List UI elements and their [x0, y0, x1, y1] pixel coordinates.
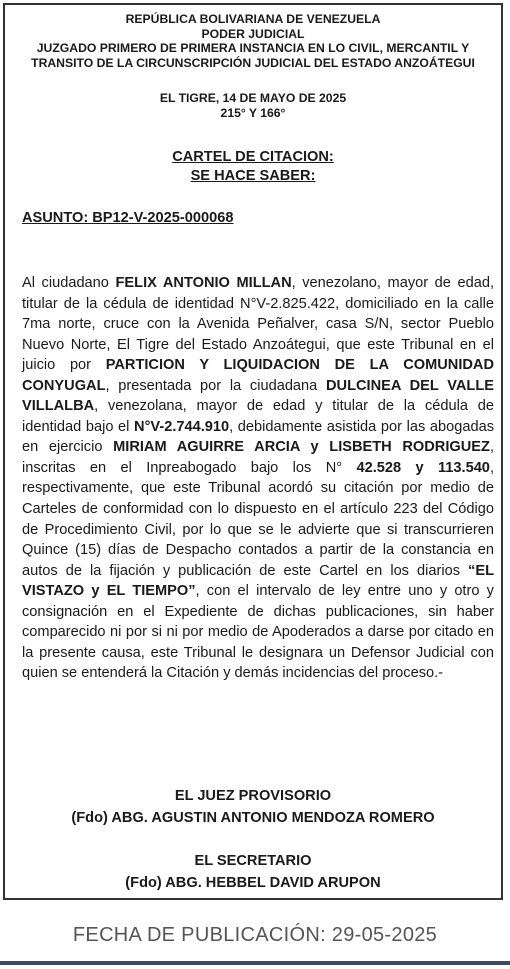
body-bold-run: 42.528 y 113.540	[356, 459, 490, 476]
header-line: JUZGADO PRIMERO DE PRIMERA INSTANCIA EN LO CIVIL, MERCANTIL Y	[36, 41, 470, 55]
place-date: EL TIGRE, 14 DE MAYO DE 2025	[159, 91, 347, 105]
header-line: REPÚBLICA BOLIVARIANA DE VENEZUELA	[125, 12, 381, 26]
place-date-block	[5, 91, 501, 120]
body-text-run: , debidamente asistida por las abogadas en ejercicio	[22, 418, 494, 456]
cartel-subtitle: SE HACE SABER:	[190, 167, 316, 184]
body-bold-run: N°V-2.744.910	[134, 418, 230, 435]
body-text-run: , respectivamente, que este Tribunal acordó su citación por medio de Carteles de conformidad con lo dispuesto en el artículo 223 del Código de Procedimiento Civil, por lo que se le advierte que si transcurrieren Quince (15) días de Despacho contados a partir de la constancia en autos de la fijación y publicación de este Cartel en los diarios	[22, 459, 494, 579]
header-line: PODER JUDICIAL	[201, 26, 305, 41]
body-bold-run: PARTICION Y LIQUIDACION DE LA COMUNIDAD CONYUGAL	[22, 357, 494, 394]
body-text-run: , venezolana, mayor de edad y titular de la cédula de identidad bajo el	[22, 398, 494, 435]
secretary-signature	[5, 850, 501, 894]
body-bold-run: “EL VISTAZO y EL TIEMPO”	[22, 562, 494, 600]
judge-title: EL JUEZ PROVISORIO	[174, 788, 332, 804]
cartel-title: CARTEL DE CITACION:	[172, 149, 334, 165]
body-text-run: , presentada por la ciudadana	[105, 377, 326, 394]
secretary-name: (Fdo) ABG. HEBBEL DAVID ARUPON	[125, 875, 381, 891]
footer-rule	[0, 961, 510, 965]
case-number: ASUNTO: BP12-V-2025-000068	[22, 210, 234, 226]
secretary-title: EL SECRETARIO	[194, 853, 312, 869]
body-bold-run: MIRIAM AGUIRRE ARCIA y LISBETH RODRIGUEZ	[113, 439, 490, 456]
judge-name: (Fdo) ABG. AGUSTIN ANTONIO MENDOZA ROMERO	[71, 810, 435, 826]
judge-signature	[5, 785, 501, 829]
header-line: TRANSITO DE LA CIRCUNSCRIPCIÓN JUDICIAL DEL ESTADO ANZOÁTEGUI	[31, 55, 475, 70]
cartel-heading	[5, 148, 501, 185]
notice-body	[22, 273, 494, 684]
legal-notice	[3, 3, 503, 900]
body-text-run: , inscritas en el Inpreabogado bajo los N°	[22, 439, 495, 476]
years: 215° Y 166°	[220, 105, 286, 120]
body-text-run: , venezolano, mayor de edad, titular de la cédula de identidad N°V-2.825.422, domiciliado en la calle 7ma norte, cruce con la Avenida Peñalver, casa S/N, sector Pueblo Nuevo Norte, El Tigre del Estado Anzoátegui, que este Tribunal en el juicio por	[22, 275, 494, 374]
publication-date: FECHA DE PUBLICACIÓN: 29-05-2025	[72, 924, 438, 946]
body-text-run: , con el intervalo de ley entre uno y otro y consignación en el Expediente de dichas publicaciones, sin haber comparecido ni por si ni por medio de Apoderados a darse por citado en la presente causa, este Tribunal le designara un Defensor Judicial con quien se entenderá la Citación y demás incidencias del proceso.-	[22, 583, 494, 682]
court-header	[5, 12, 501, 70]
body-text-run: Al ciudadano	[22, 275, 116, 291]
body-bold-run: FELIX ANTONIO MILLAN	[115, 275, 292, 291]
body-bold-run: DULCINEA DEL VALLE VILLALBA	[22, 377, 494, 415]
